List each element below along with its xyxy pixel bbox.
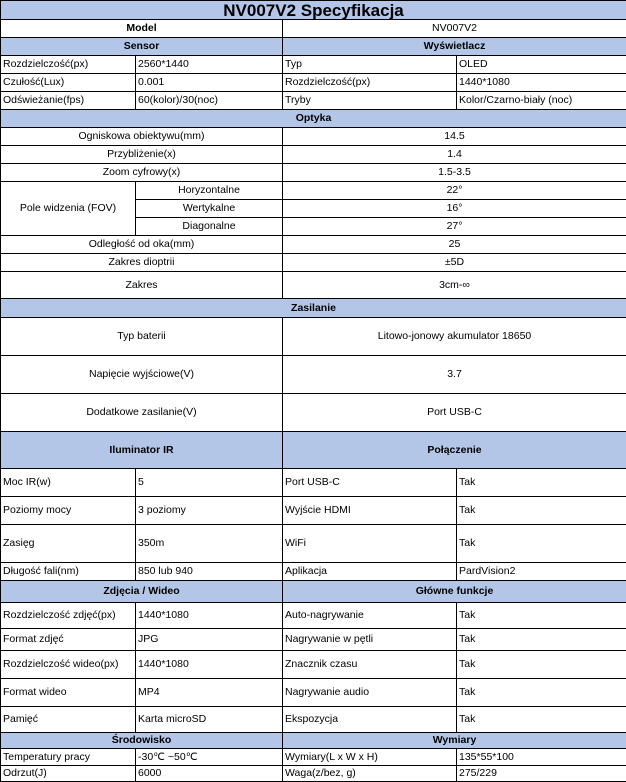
- ir-heading: Iluminator IR: [1, 432, 283, 469]
- environment-label: Odrzut(J): [1, 766, 136, 782]
- display-label: Tryby: [283, 92, 457, 110]
- photo-video-value: MP4: [136, 679, 283, 707]
- optics-heading: Optyka: [1, 110, 626, 128]
- photo-video-value: Karta microSD: [136, 707, 283, 733]
- ir-value: 3 poziomy: [136, 497, 283, 525]
- sensor-value: 2560*1440: [136, 56, 283, 74]
- optics-value: ±5D: [283, 254, 626, 272]
- model-label: Model: [1, 20, 283, 38]
- photo-video-label: Format wideo: [1, 679, 136, 707]
- power-label: Dodatkowe zasilanie(V): [1, 394, 283, 432]
- environment-label: Temperatury pracy: [1, 749, 136, 766]
- fov-value: 27°: [283, 218, 626, 236]
- ir-label: Poziomy mocy: [1, 497, 136, 525]
- display-value: OLED: [457, 56, 626, 74]
- dimensions-value: 135*55*100: [457, 749, 626, 766]
- optics-label: Przybliżenie(x): [1, 146, 283, 164]
- display-label: Typ: [283, 56, 457, 74]
- features-value: Tak: [457, 651, 626, 679]
- photo-video-label: Rozdzielczość wideo(px): [1, 651, 136, 679]
- display-value: 1440*1080: [457, 74, 626, 92]
- photo-video-label: Rozdzielczość zdjęć(px): [1, 603, 136, 629]
- photo-video-value: JPG: [136, 629, 283, 651]
- connection-value: Tak: [457, 525, 626, 563]
- optics-value: 1.4: [283, 146, 626, 164]
- optics-value: 25: [283, 236, 626, 254]
- optics-label: Ogniskowa obiektywu(mm): [1, 128, 283, 146]
- model-value: NV007V2: [283, 20, 626, 38]
- display-label: Rozdzielczość(px): [283, 74, 457, 92]
- connection-value: Tak: [457, 497, 626, 525]
- sensor-value: 60(kolor)/30(noc): [136, 92, 283, 110]
- sensor-value: 0.001: [136, 74, 283, 92]
- dimensions-heading: Wymiary: [283, 733, 626, 749]
- features-label: Znacznik czasu: [283, 651, 457, 679]
- dimensions-label: Wymiary(L x W x H): [283, 749, 457, 766]
- ir-label: Zasięg: [1, 525, 136, 563]
- photo-video-label: Format zdjęć: [1, 629, 136, 651]
- sensor-label: Rozdzielczość(px): [1, 56, 136, 74]
- fov-value: 22°: [283, 182, 626, 200]
- display-value: Kolor/Czarno-biały (noc): [457, 92, 626, 110]
- connection-label: Port USB-C: [283, 469, 457, 497]
- environment-heading: Środowisko: [1, 733, 283, 749]
- ir-value: 5: [136, 469, 283, 497]
- photo-video-label: Pamięć: [1, 707, 136, 733]
- dimensions-value: 275/229: [457, 766, 626, 782]
- fov-sub-label: Wertykalne: [136, 200, 283, 218]
- optics-label: Zoom cyfrowy(x): [1, 164, 283, 182]
- sensor-label: Czułość(Lux): [1, 74, 136, 92]
- connection-label: Aplikacja: [283, 563, 457, 581]
- optics-value: 1.5-3.5: [283, 164, 626, 182]
- power-value: Litowo-jonowy akumulator 18650: [283, 318, 626, 356]
- optics-value: 3cm-∞: [283, 272, 626, 299]
- power-value: 3.7: [283, 356, 626, 394]
- features-value: Tak: [457, 629, 626, 651]
- sensor-heading: Sensor: [1, 38, 283, 56]
- connection-label: Wyjście HDMI: [283, 497, 457, 525]
- fov-label: Pole widzenia (FOV): [1, 182, 136, 236]
- features-heading: Główne funkcje: [283, 581, 626, 603]
- connection-value: PardVision2: [457, 563, 626, 581]
- connection-heading: Połączenie: [283, 432, 626, 469]
- ir-label: Długość fali(nm): [1, 563, 136, 581]
- photo-video-value: 1440*1080: [136, 651, 283, 679]
- dimensions-label: Waga(z/bez, g): [283, 766, 457, 782]
- fov-value: 16°: [283, 200, 626, 218]
- fov-sub-label: Horyzontalne: [136, 182, 283, 200]
- features-label: Auto-nagrywanie: [283, 603, 457, 629]
- environment-value: -30℃ ~50℃: [136, 749, 283, 766]
- ir-value: 350m: [136, 525, 283, 563]
- features-value: Tak: [457, 603, 626, 629]
- fov-sub-label: Diagonalne: [136, 218, 283, 236]
- optics-label: Zakres: [1, 272, 283, 299]
- photo-video-heading: Zdjęcia / Wideo: [1, 581, 283, 603]
- power-label: Napięcie wyjściowe(V): [1, 356, 283, 394]
- power-value: Port USB-C: [283, 394, 626, 432]
- power-label: Typ baterii: [1, 318, 283, 356]
- display-heading: Wyświetlacz: [283, 38, 626, 56]
- optics-label: Odległość od oka(mm): [1, 236, 283, 254]
- sensor-label: Odświeżanie(fps): [1, 92, 136, 110]
- ir-value: 850 lub 940: [136, 563, 283, 581]
- connection-value: Tak: [457, 469, 626, 497]
- features-label: Nagrywanie audio: [283, 679, 457, 707]
- environment-value: 6000: [136, 766, 283, 782]
- features-value: Tak: [457, 679, 626, 707]
- features-label: Nagrywanie w pętli: [283, 629, 457, 651]
- ir-label: Moc IR(w): [1, 469, 136, 497]
- photo-video-value: 1440*1080: [136, 603, 283, 629]
- features-label: Ekspozycja: [283, 707, 457, 733]
- connection-label: WiFi: [283, 525, 457, 563]
- features-value: Tak: [457, 707, 626, 733]
- optics-value: 14.5: [283, 128, 626, 146]
- power-heading: Zasilanie: [1, 299, 626, 318]
- page-title: NV007V2 Specyfikacja: [1, 1, 626, 20]
- optics-label: Zakres dioptrii: [1, 254, 283, 272]
